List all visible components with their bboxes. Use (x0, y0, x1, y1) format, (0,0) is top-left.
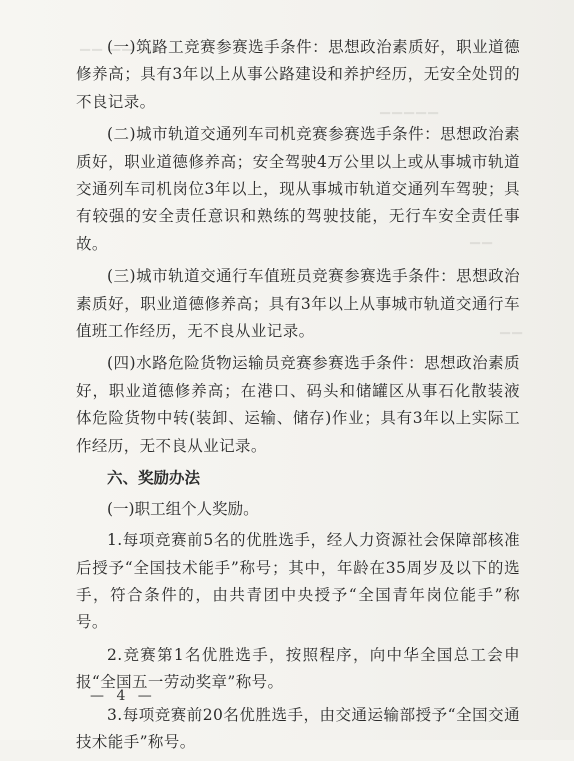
condition-paragraph-2: (二)城市轨道交通列车司机竞赛参赛选手条件：思想政治素质好，职业道德修养高；安全驾驶4万公里以上或从事城市轨道交通列车司机岗位3年以上，现从事城市轨道交通列车驾驶；具有较强的安全责任意识和熟练的驾驶技能，无行车安全责任事故。 (76, 125, 520, 253)
document-body (76, 34, 520, 761)
bleed-through-text: ▔▔ ▔▔ ▔▔ (80, 50, 165, 65)
reward-item-2: 2.竞赛第1名优胜选手，按照程序，向中华全国总工会申报“全国五一劳动奖章”称号。 (76, 645, 520, 692)
subheading: (一)职工组个人奖励。 (107, 500, 259, 519)
page-number: — 4 — (90, 688, 156, 704)
bleed-through-text: ▁▁▁▁▁ (380, 100, 440, 115)
condition-paragraph-3: (三)城市轨道交通行车值班员竞赛参赛选手条件：思想政治素质好，职业道德修养高；具有3年以上从事城市轨道交通行车值班工作经历，无不良从业记录。 (76, 267, 520, 341)
reward-item-3: 3.每项竞赛前20名优胜选手，由交通运输部授予“全国交通技术能手”称号。 (76, 705, 520, 751)
section-heading: 六、奖励办法 (107, 469, 201, 488)
bleed-through-text: ▁▁ (470, 230, 494, 245)
condition-paragraph-4: (四)水路危险货物运输员竞赛参赛选手条件：思想政治素质好，职业道德修养高；在港口、码头和储罐区从事石化散装液体危险货物中转(装卸、运输、储存)作业；具有3年以上实际工作经历，无不良从业记录。 (76, 354, 520, 455)
reward-item-1: 1.每项竞赛前5名的优胜选手，经人力资源社会保障部核准后授予“全国技术能手”称号；其中，年龄在35周岁及以下的选手，符合条件的，由共青团中央授予“全国青年岗位能手”称号。 (76, 531, 520, 632)
condition-paragraph-1: (一)筑路工竞赛参赛选手条件：思想政治素质好，职业道德修养高；具有3年以上从事公路建设和养护经历，无安全处罚的不良记录。 (76, 38, 520, 111)
bleed-through-text: ▁▁ (500, 320, 524, 335)
